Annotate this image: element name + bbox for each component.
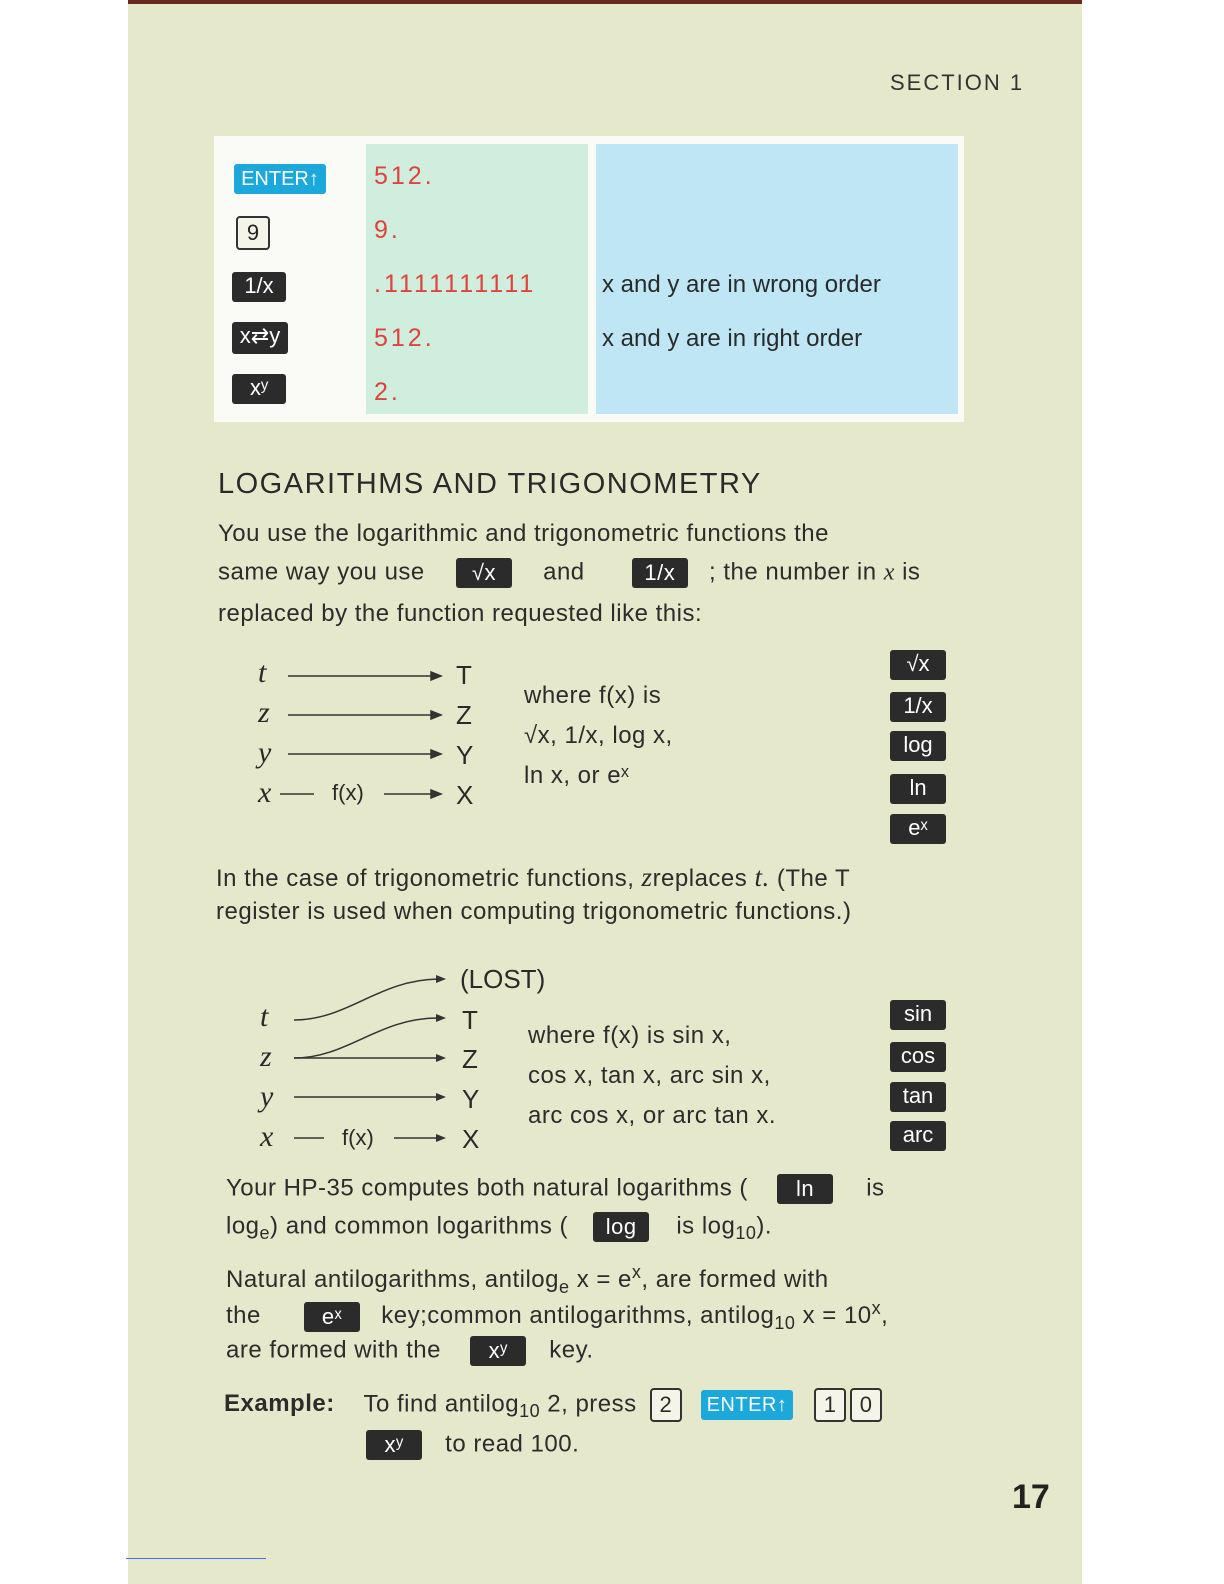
text: and xyxy=(543,558,585,586)
subscript: 10 xyxy=(519,1401,541,1422)
text: , are formed with xyxy=(641,1266,829,1293)
stack-register-y: y xyxy=(258,736,272,769)
stack-register-Y: Y xyxy=(462,1084,480,1114)
ln-key: ln xyxy=(777,1174,833,1204)
display-value: .1111111111 xyxy=(374,270,537,298)
subscript: 10 xyxy=(735,1223,757,1244)
variable-t: t. xyxy=(754,862,770,892)
paragraph-line xyxy=(226,1298,888,1334)
keystroke-table xyxy=(214,136,964,422)
paragraph-line xyxy=(226,1174,885,1204)
text: replaces xyxy=(652,865,748,892)
text: is xyxy=(902,558,921,586)
lost-label: (LOST) xyxy=(460,964,546,994)
text: Natural antilogarithms, antilog xyxy=(226,1266,559,1293)
display-value: 9. xyxy=(374,216,401,244)
stack-register-z: z xyxy=(258,696,270,729)
variable-x: x xyxy=(883,559,895,586)
log-key: log xyxy=(890,731,946,761)
where-text: cos x, tan x, arc sin x, xyxy=(528,1062,771,1089)
paragraph-line xyxy=(226,1336,594,1366)
text: key;common antilogarithms, antilog xyxy=(381,1302,775,1329)
where-text: arc cos x, or arc tan x. xyxy=(528,1102,777,1129)
arc-key: arc xyxy=(890,1121,946,1151)
sqrt-key: √x xyxy=(456,558,512,588)
manual-page xyxy=(128,0,1082,1584)
stack-register-t: t xyxy=(260,1000,269,1033)
text: is log xyxy=(676,1212,736,1240)
superscript: x xyxy=(871,1298,882,1318)
reciprocal-key: 1/x xyxy=(890,692,946,722)
text: , xyxy=(881,1302,889,1329)
power-key: xʸ xyxy=(366,1430,422,1460)
text: log xyxy=(226,1212,260,1240)
stack-register-T: T xyxy=(456,660,472,690)
link-underline xyxy=(126,1558,266,1559)
text: ). xyxy=(756,1212,773,1240)
top-border xyxy=(128,0,1082,4)
stack-register-T: T xyxy=(462,1005,478,1035)
paragraph-line xyxy=(226,1262,829,1298)
text: (The T xyxy=(776,865,851,892)
enter-key: ENTER↑ xyxy=(234,164,326,194)
row-comment: x and y are in right order xyxy=(602,325,863,352)
text: x = e xyxy=(576,1266,632,1293)
subscript: e xyxy=(259,1223,271,1244)
superscript: x xyxy=(631,1262,642,1282)
display-value: 512. xyxy=(374,324,435,352)
stack-register-y: y xyxy=(260,1080,274,1113)
where-text: where f(x) is sin x, xyxy=(528,1022,732,1049)
text: ; the number in xyxy=(709,558,877,586)
text: ) and common logarithms ( xyxy=(270,1212,568,1240)
text: key. xyxy=(549,1336,594,1364)
power-key: xʸ xyxy=(232,374,286,404)
page-number: 17 xyxy=(1012,1478,1050,1516)
text: is xyxy=(866,1174,885,1202)
text: same way you use xyxy=(218,558,425,586)
paragraph-line: register is used when computing trigonometric functions.) xyxy=(216,898,852,925)
digit-key-0: 0 xyxy=(850,1388,882,1422)
section-label: SECTION 1 xyxy=(890,70,1025,95)
where-text: ln x, or eˣ xyxy=(524,762,630,789)
digit-key-2: 2 xyxy=(650,1388,682,1422)
swap-xy-key: x⇄y xyxy=(232,322,288,354)
stack-register-X: X xyxy=(462,1124,480,1154)
exp-key: eˣ xyxy=(890,814,946,844)
text: to read 100. xyxy=(445,1430,580,1458)
stack-register-t: t xyxy=(258,656,267,689)
stack-register-Z: Z xyxy=(456,700,472,730)
digit-key-1: 1 xyxy=(814,1388,846,1422)
stack-register-Z: Z xyxy=(462,1044,478,1074)
display-value: 512. xyxy=(374,162,435,190)
cos-key: cos xyxy=(890,1042,946,1072)
enter-key: ENTER↑ xyxy=(701,1390,793,1420)
log-key: log xyxy=(593,1212,649,1242)
where-text: √x, 1/x, log x, xyxy=(524,722,673,749)
function-label: f(x) xyxy=(342,1125,374,1150)
tan-key: tan xyxy=(890,1082,946,1112)
row-comment: x and y are in wrong order xyxy=(602,271,881,298)
reciprocal-key: 1/x xyxy=(632,558,688,588)
where-text: where f(x) is xyxy=(524,682,662,709)
text: To find antilog xyxy=(363,1390,520,1418)
stack-register-x: x xyxy=(258,776,272,809)
subscript: e xyxy=(559,1276,570,1297)
stack-register-z: z xyxy=(260,1040,272,1073)
text: the xyxy=(226,1302,261,1329)
text: In the case of trigonometric functions, xyxy=(216,865,635,892)
paragraph-line: You use the logarithmic and trigonometric functions the xyxy=(218,520,829,547)
variable-z: z xyxy=(641,862,653,892)
ln-key: ln xyxy=(890,774,946,804)
sin-key: sin xyxy=(890,1000,946,1030)
example-line xyxy=(366,1430,579,1460)
text: 2, press xyxy=(547,1390,637,1418)
sqrt-key: √x xyxy=(890,650,946,680)
stack-register-Y: Y xyxy=(456,740,474,770)
section-heading: LOGARITHMS AND TRIGONOMETRY xyxy=(218,468,762,500)
stack-register-X: X xyxy=(456,780,474,810)
paragraph-line xyxy=(218,558,920,588)
text: Your HP-35 computes both natural logarithms ( xyxy=(226,1174,748,1202)
exp-key: eˣ xyxy=(304,1302,360,1332)
reciprocal-key: 1/x xyxy=(232,272,286,302)
stack-register-x: x xyxy=(260,1120,274,1153)
paragraph-line xyxy=(216,862,850,893)
paragraph-line xyxy=(226,1212,772,1244)
subscript: 10 xyxy=(774,1312,796,1333)
paragraph-line: replaced by the function requested like this: xyxy=(218,600,703,627)
text: x = 10 xyxy=(802,1302,872,1329)
power-key: xʸ xyxy=(470,1336,526,1366)
display-value: 2. xyxy=(374,378,401,406)
example-line xyxy=(224,1388,882,1422)
text: are formed with the xyxy=(226,1336,441,1364)
example-label: Example: xyxy=(224,1390,335,1418)
digit-key-9: 9 xyxy=(236,216,270,250)
function-label: f(x) xyxy=(332,780,364,805)
